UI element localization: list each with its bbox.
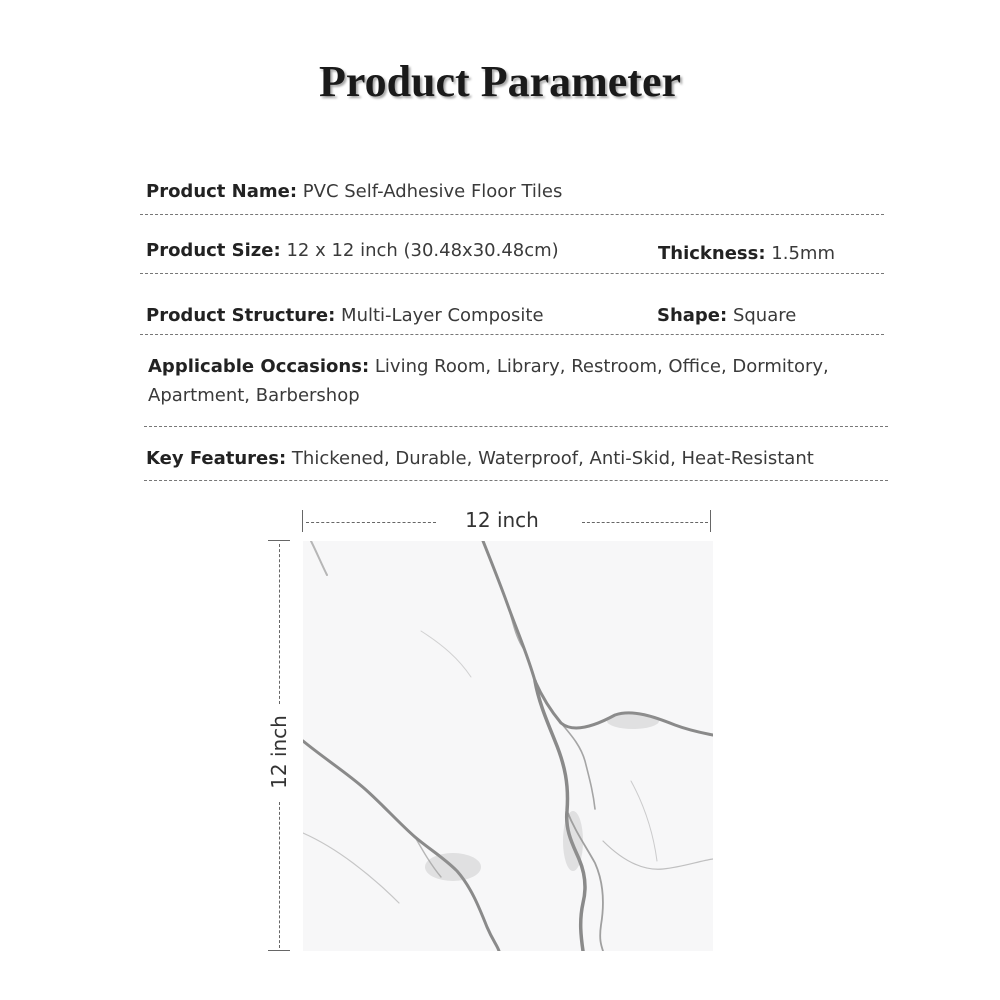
dimension-tick (710, 510, 711, 532)
param-label: Key Features: (146, 448, 287, 469)
dimension-line (582, 522, 708, 523)
divider (140, 334, 884, 335)
param-label: Shape: (657, 305, 728, 326)
param-label: Thickness: (658, 243, 766, 264)
param-key-features (146, 448, 814, 469)
param-value: 1.5mm (771, 243, 835, 264)
dimension-tick (268, 950, 290, 951)
dimension-tick (268, 540, 290, 541)
marble-tile-image (303, 541, 713, 951)
width-label: 12 inch (465, 508, 539, 532)
marble-veins (303, 541, 713, 951)
param-value: 12 x 12 inch (30.48x30.48cm) (286, 240, 559, 261)
param-applicable-occasions (148, 352, 848, 410)
divider (140, 214, 884, 215)
param-value: PVC Self-Adhesive Floor Tiles (302, 181, 563, 202)
divider (144, 426, 888, 427)
param-label: Product Structure: (146, 305, 336, 326)
param-product-name (146, 181, 562, 202)
param-value: Living Room, Library, Restroom, Office, Dormitory, Apartment, Barbershop (148, 356, 829, 406)
param-label: Product Size: (146, 240, 281, 261)
param-thickness (658, 243, 835, 264)
param-product-structure (146, 305, 544, 326)
height-dimension (266, 540, 292, 952)
param-value: Thickened, Durable, Waterproof, Anti-Skid, Heat-Resistant (291, 448, 814, 469)
page-title: Product Parameter (318, 57, 682, 106)
divider (144, 480, 888, 481)
param-value: Square (732, 305, 797, 326)
dimension-line (279, 802, 280, 948)
dimension-line (279, 544, 280, 704)
param-value: Multi-Layer Composite (341, 305, 544, 326)
divider (140, 273, 884, 274)
param-product-size (146, 240, 559, 261)
height-label: 12 inch (267, 715, 291, 789)
param-label: Applicable Occasions: (148, 356, 370, 377)
param-shape (657, 305, 796, 326)
param-label: Product Name: (146, 181, 298, 202)
width-dimension (302, 508, 712, 534)
